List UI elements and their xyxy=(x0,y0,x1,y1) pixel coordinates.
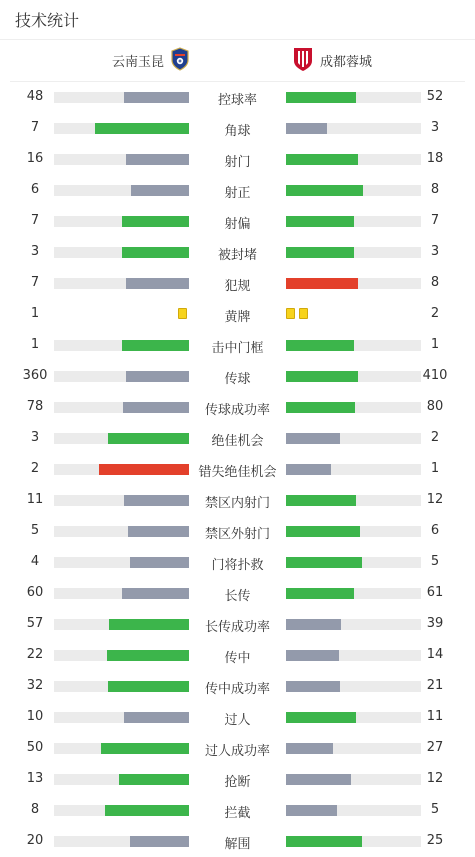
home-stat-bar xyxy=(54,774,189,785)
home-stat-bar xyxy=(54,588,189,599)
away-stat-value: 8 xyxy=(430,182,440,197)
away-stat-bar xyxy=(286,216,421,227)
stat-label: 黄牌 xyxy=(224,310,251,325)
home-stat-bar xyxy=(54,278,189,289)
away-stat-bar-fill xyxy=(286,216,354,227)
away-stat-value: 39 xyxy=(426,616,444,631)
stat-row xyxy=(0,547,475,578)
home-stat-bar-fill xyxy=(95,123,190,134)
home-stat-bar xyxy=(54,185,189,196)
away-stat-bar-fill xyxy=(286,805,337,816)
stat-label: 被封堵 xyxy=(217,248,257,263)
home-stat-bar-fill xyxy=(108,681,189,692)
home-stat-value: 8 xyxy=(30,802,40,817)
home-stat-value: 7 xyxy=(30,120,40,135)
home-stat-value: 10 xyxy=(26,709,44,724)
stat-row xyxy=(0,113,475,144)
away-stat-bar xyxy=(286,557,421,568)
stat-row xyxy=(0,454,475,485)
stat-row xyxy=(0,361,475,392)
home-stat-bar xyxy=(54,495,189,506)
home-stat-bar-fill xyxy=(130,557,189,568)
stat-label: 长传 xyxy=(224,589,251,604)
away-stat-value: 52 xyxy=(426,89,444,104)
stat-label: 禁区内射门 xyxy=(204,496,270,511)
away-stat-bar-fill xyxy=(286,743,333,754)
away-stat-value: 18 xyxy=(426,151,444,166)
away-stat-value: 6 xyxy=(430,523,440,538)
away-stat-bar-fill xyxy=(286,588,354,599)
stat-label: 门将扑救 xyxy=(211,558,264,573)
home-stat-bar xyxy=(54,526,189,537)
home-stat-value: 7 xyxy=(30,213,40,228)
away-stat-value: 2 xyxy=(430,430,440,445)
home-stat-bar-fill xyxy=(107,650,189,661)
away-stat-bar xyxy=(286,402,421,413)
home-stat-value: 60 xyxy=(26,585,44,600)
home-stat-bar-fill xyxy=(131,185,189,196)
stat-row xyxy=(0,609,475,640)
away-stat-bar xyxy=(286,185,421,196)
home-stat-bar-fill xyxy=(124,495,189,506)
away-stat-bar xyxy=(286,805,421,816)
home-stat-bar xyxy=(54,247,189,258)
stat-label: 控球率 xyxy=(217,93,257,108)
stat-row xyxy=(0,764,475,795)
stat-label: 绝佳机会 xyxy=(211,434,264,449)
away-stat-bar xyxy=(286,340,421,351)
away-stat-bar-fill xyxy=(286,123,327,134)
home-stat-value: 50 xyxy=(26,740,44,755)
home-stat-bar xyxy=(54,123,189,134)
away-stat-bar-fill xyxy=(286,836,362,847)
home-stat-bar-fill xyxy=(123,402,189,413)
stat-label: 击中门框 xyxy=(211,341,264,356)
home-stat-value: 4 xyxy=(30,554,40,569)
stat-row xyxy=(0,671,475,702)
away-stat-value: 27 xyxy=(426,740,444,755)
home-stat-bar-fill xyxy=(122,340,190,351)
stat-row xyxy=(0,795,475,826)
home-team-name: 云南玉昆 xyxy=(111,55,164,70)
home-stat-bar-fill xyxy=(124,92,189,103)
stats-header xyxy=(0,0,475,40)
stat-row xyxy=(0,82,475,113)
away-stat-value: 3 xyxy=(430,244,440,259)
home-stat-bar xyxy=(54,681,189,692)
home-stat-bar xyxy=(54,557,189,568)
stat-label: 拦截 xyxy=(224,806,251,821)
team-header xyxy=(10,40,465,82)
away-stat-bar xyxy=(286,278,421,289)
away-stat-bar xyxy=(286,154,421,165)
stat-row xyxy=(0,330,475,361)
stat-row xyxy=(0,423,475,454)
stat-row xyxy=(0,640,475,671)
away-team-name: 成都蓉城 xyxy=(320,55,373,70)
away-stat-bar-fill xyxy=(286,154,358,165)
away-stat-value: 12 xyxy=(426,492,444,507)
away-stat-bar-fill xyxy=(286,774,351,785)
stats-list xyxy=(0,82,475,857)
stat-row xyxy=(0,826,475,857)
home-stat-bar-fill xyxy=(130,836,189,847)
stat-label: 传中 xyxy=(224,651,251,666)
home-stat-bar-fill xyxy=(108,433,189,444)
away-stat-bar-fill xyxy=(286,402,355,413)
home-stat-bar xyxy=(54,464,189,475)
away-stat-bar-fill xyxy=(286,681,340,692)
yellow-card-icon xyxy=(178,308,187,319)
away-stat-value: 5 xyxy=(430,554,440,569)
home-stat-bar xyxy=(54,154,189,165)
home-stat-bar xyxy=(54,371,189,382)
away-stat-bar-fill xyxy=(286,92,356,103)
home-stat-bar xyxy=(54,836,189,847)
home-stat-value: 3 xyxy=(30,244,40,259)
home-stat-value: 11 xyxy=(26,492,44,507)
home-stat-bar xyxy=(54,619,189,630)
home-stat-value: 48 xyxy=(26,89,44,104)
away-stat-value: 61 xyxy=(426,585,444,600)
away-stat-bar-fill xyxy=(286,619,341,630)
home-stat-value: 16 xyxy=(26,151,44,166)
stat-row xyxy=(0,578,475,609)
stat-label: 长传成功率 xyxy=(204,620,270,635)
stat-label: 角球 xyxy=(224,124,251,139)
away-stat-value: 7 xyxy=(430,213,440,228)
home-stat-bar xyxy=(54,712,189,723)
stat-label: 传中成功率 xyxy=(204,682,270,697)
stat-label: 传球成功率 xyxy=(204,403,270,418)
away-stat-bar-fill xyxy=(286,185,363,196)
away-yellow-cards xyxy=(286,308,308,319)
stat-row xyxy=(0,702,475,733)
stat-label: 禁区外射门 xyxy=(204,527,270,542)
stat-row xyxy=(0,144,475,175)
away-stat-value: 3 xyxy=(430,120,440,135)
away-stat-bar-fill xyxy=(286,247,354,258)
away-stat-bar xyxy=(286,526,421,537)
away-stat-value: 14 xyxy=(426,647,444,662)
away-stat-bar-fill xyxy=(286,495,356,506)
home-stat-bar xyxy=(54,216,189,227)
away-team-logo-icon xyxy=(292,46,314,76)
home-stat-value: 3 xyxy=(30,430,40,445)
away-stat-bar xyxy=(286,650,421,661)
stat-label: 错失绝佳机会 xyxy=(198,465,277,480)
page-title: 技术统计 xyxy=(15,11,80,30)
away-stat-bar xyxy=(286,619,421,630)
home-stat-value: 5 xyxy=(30,523,40,538)
away-stat-value: 1 xyxy=(430,461,440,476)
home-stat-bar-fill xyxy=(128,526,189,537)
away-stat-value: 80 xyxy=(426,399,444,414)
away-stat-bar-fill xyxy=(286,526,360,537)
stat-row xyxy=(0,485,475,516)
home-stat-value: 1 xyxy=(30,337,40,352)
away-stat-bar-fill xyxy=(286,712,356,723)
away-stat-value: 1 xyxy=(430,337,440,352)
away-stat-bar-fill xyxy=(286,371,358,382)
away-stat-bar xyxy=(286,433,421,444)
home-stat-bar-fill xyxy=(126,371,189,382)
away-stat-bar-fill xyxy=(286,650,339,661)
home-stat-value: 1 xyxy=(30,306,40,321)
stat-row xyxy=(0,299,475,330)
away-stat-value: 25 xyxy=(426,833,444,848)
away-stat-bar-fill xyxy=(286,278,358,289)
home-stat-bar-fill xyxy=(126,278,189,289)
home-stat-value: 20 xyxy=(26,833,44,848)
stat-label: 解围 xyxy=(224,837,251,852)
home-stat-bar-fill xyxy=(122,247,190,258)
away-stat-value: 5 xyxy=(430,802,440,817)
home-stat-bar-fill xyxy=(105,805,189,816)
home-stat-bar-fill xyxy=(109,619,189,630)
home-stat-bar xyxy=(54,805,189,816)
away-stat-value: 8 xyxy=(430,275,440,290)
stat-label: 射偏 xyxy=(224,217,251,232)
stat-row xyxy=(0,392,475,423)
home-team-logo-icon xyxy=(170,47,190,75)
away-stat-value: 21 xyxy=(426,678,444,693)
home-stat-bar-fill xyxy=(122,216,190,227)
yellow-card-icon xyxy=(286,308,295,319)
home-stat-bar xyxy=(54,650,189,661)
home-stat-bar xyxy=(54,402,189,413)
home-yellow-cards xyxy=(178,308,187,319)
home-stat-bar xyxy=(54,340,189,351)
stat-label: 射正 xyxy=(224,186,251,201)
home-stat-value: 6 xyxy=(30,182,40,197)
home-stat-value: 57 xyxy=(26,616,44,631)
stat-label: 过人成功率 xyxy=(204,744,270,759)
stat-row xyxy=(0,733,475,764)
home-stat-value: 32 xyxy=(26,678,44,693)
home-stat-value: 13 xyxy=(26,771,44,786)
stat-label: 犯规 xyxy=(224,279,251,294)
stat-row xyxy=(0,175,475,206)
away-stat-value: 12 xyxy=(426,771,444,786)
away-stat-bar xyxy=(286,836,421,847)
away-stat-bar xyxy=(286,371,421,382)
stat-row xyxy=(0,516,475,547)
home-stat-value: 2 xyxy=(30,461,40,476)
away-stat-bar xyxy=(286,774,421,785)
home-stat-bar xyxy=(54,743,189,754)
away-stat-bar-fill xyxy=(286,464,331,475)
away-stat-bar xyxy=(286,123,421,134)
away-stat-bar-fill xyxy=(286,340,354,351)
home-stat-bar xyxy=(54,92,189,103)
away-stat-bar xyxy=(286,681,421,692)
stat-row xyxy=(0,206,475,237)
home-stat-bar xyxy=(54,433,189,444)
home-stat-bar-fill xyxy=(119,774,189,785)
stat-label: 过人 xyxy=(224,713,251,728)
home-stat-bar-fill xyxy=(124,712,189,723)
away-stat-bar xyxy=(286,743,421,754)
stat-label: 射门 xyxy=(224,155,251,170)
away-stat-bar xyxy=(286,247,421,258)
stat-label: 传球 xyxy=(224,372,251,387)
away-stat-value: 2 xyxy=(430,306,440,321)
stat-row xyxy=(0,268,475,299)
away-team[interactable] xyxy=(292,46,372,76)
stat-label: 抢断 xyxy=(224,775,251,790)
away-stat-bar xyxy=(286,495,421,506)
away-stat-bar xyxy=(286,712,421,723)
home-stat-bar-fill xyxy=(99,464,189,475)
away-stat-value: 410 xyxy=(422,368,448,383)
home-team[interactable] xyxy=(10,47,190,75)
away-stat-bar xyxy=(286,588,421,599)
away-stat-value: 11 xyxy=(426,709,444,724)
away-stat-bar xyxy=(286,464,421,475)
home-stat-value: 7 xyxy=(30,275,40,290)
home-stat-value: 22 xyxy=(26,647,44,662)
away-stat-bar xyxy=(286,92,421,103)
yellow-card-icon xyxy=(299,308,308,319)
away-stat-bar-fill xyxy=(286,557,362,568)
home-stat-bar-fill xyxy=(122,588,190,599)
home-stat-bar-fill xyxy=(101,743,189,754)
away-stat-bar-fill xyxy=(286,433,340,444)
home-stat-value: 360 xyxy=(22,368,48,383)
home-stat-bar-fill xyxy=(126,154,189,165)
stat-row xyxy=(0,237,475,268)
home-stat-value: 78 xyxy=(26,399,44,414)
